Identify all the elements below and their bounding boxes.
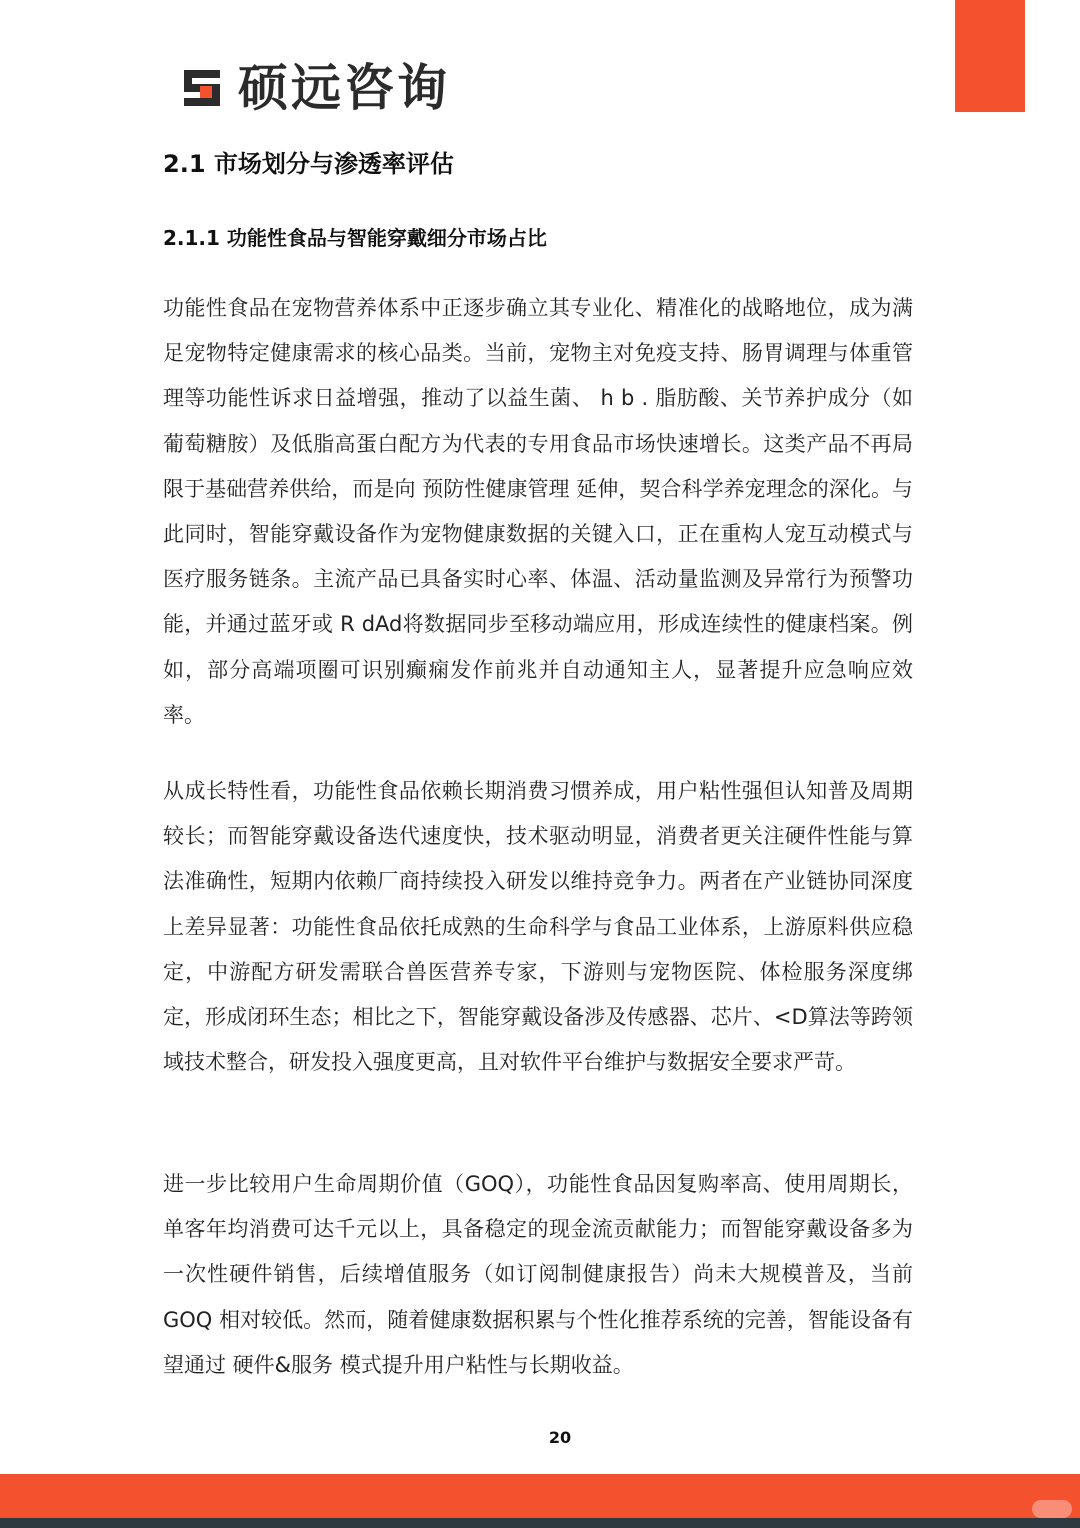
- page-number: 20: [548, 1428, 572, 1447]
- body-paragraph-2: 从成长特性看，功能性食品依赖长期消费习惯养成，用户粘性强但认知普及周期较长；而智能穿戴设备迭代速度快，技术驱动明显，消费者更关注硬件性能与算法准确性，短期内依赖厂商持续投入研发以维持竞争力。两者在产业链协同深度上差异显著：功能性食品依托成熟的生命科学与食品工业体系，上游原料供应稳定，中游配方研发需联合兽医营养专家，下游则与宠物医院、体检服务深度绑定，形成闭环生态；相比之下，智能穿戴设备涉及传感器、芯片、<D算法等跨领域技术整合，研发投入强度更高，且对软件平台维护与数据安全要求严苛。: [163, 779, 913, 1075]
- body-paragraph-1: 功能性食品在宠物营养体系中正逐步确立其专业化、精准化的战略地位，成为满足宠物特定健康需求的核心品类。当前，宠物主对免疫支持、肠胃调理与体重管理等功能性诉求日益增强，推动了以益生菌、 h b . 脂肪酸、关节养护成分（如葡萄糖胺）及低脂高蛋白配方为代表的专用食品市场快速增长。这类产品不再局限于基础营养供给，而是向 预防性健康管理 延伸，契合科学养宠理念的深化。与此同时，智能穿戴设备作为宠物健康数据的关键入口，正在重构人宠互动模式与医疗服务链条。主流产品已具备实时心率、体温、活动量监测及异常行为预警功能，并通过蓝牙或 R dAd将数据同步至移动端应用，形成连续性的健康档案。例如，部分高端项圈可识别癫痫发作前兆并自动通知主人，显著提升应急响应效率。: [163, 296, 913, 727]
- footer-dark-strip: [0, 1518, 1080, 1528]
- brand-logo: [178, 60, 450, 116]
- body-paragraph-3: 进一步比较用户生命周期价值（GOQ），功能性食品因复购率高、使用周期长，单客年均消费可达千元以上，具备稳定的现金流贡献能力；而智能穿戴设备多为一次性硬件销售，后续增值服务（如订阅制健康报告）尚未大规模普及，当前 GOQ 相对较低。然而，随着健康数据积累与个性化推荐系统的完善，智能设备有望通过 硬件&服务 模式提升用户粘性与长期收益。: [163, 1172, 913, 1377]
- watermark-badge: [1032, 1500, 1072, 1518]
- subsection-title: 2.1.1 功能性食品与智能穿戴细分市场占比: [163, 226, 547, 250]
- corner-accent-tab: [955, 0, 1025, 112]
- section-title: 2.1 市场划分与渗透率评估: [163, 150, 454, 178]
- logo-mark-icon: [178, 64, 226, 112]
- logo-text: 硕远咨询: [238, 59, 450, 117]
